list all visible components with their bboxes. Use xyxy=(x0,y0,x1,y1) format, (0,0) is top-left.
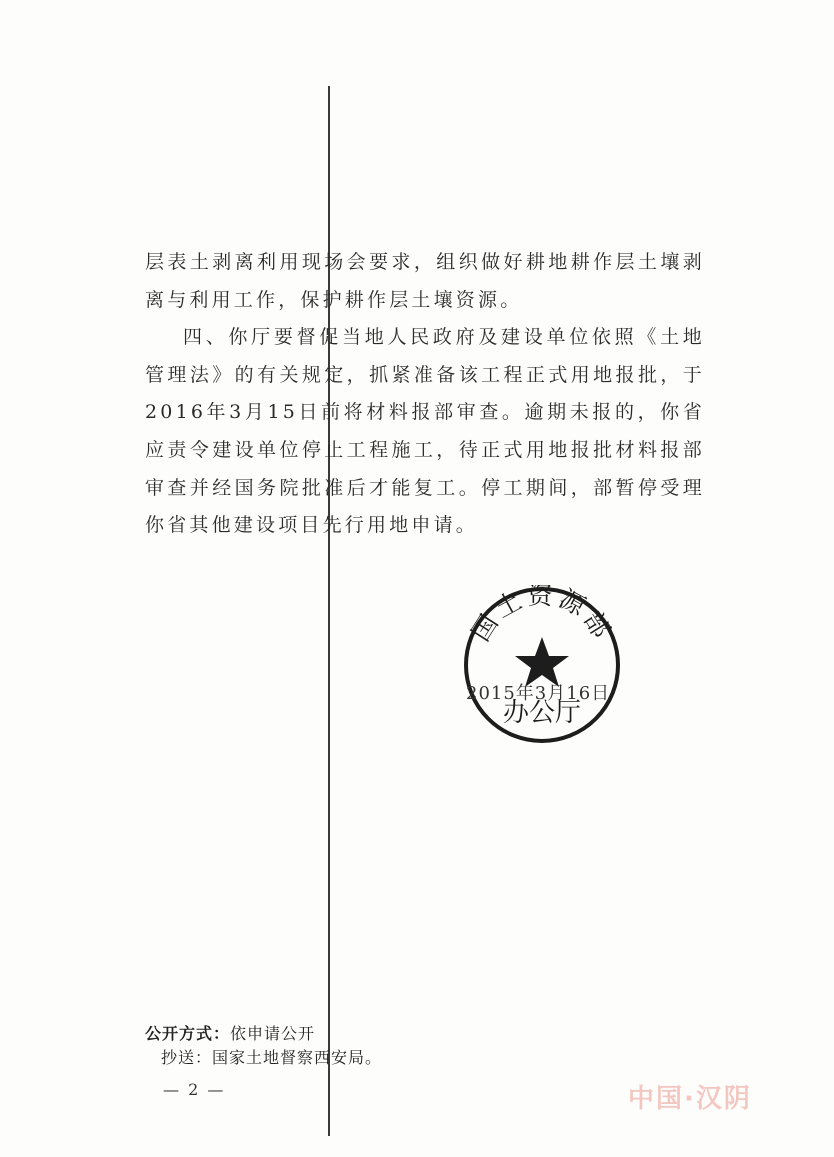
disclosure-row xyxy=(145,1022,382,1046)
seal-graphic xyxy=(462,585,622,745)
page-number: — 2 — xyxy=(163,1080,226,1099)
watermark: 中国·汉阴 xyxy=(628,1084,752,1114)
body-text xyxy=(145,244,705,545)
cc-value: 国家土地督察西安局。 xyxy=(212,1048,383,1067)
disclosure-label: 公开方式： xyxy=(145,1024,231,1043)
paragraph-1: 层表土剥离利用现场会要求，组织做好耕地耕作层土壤剥离与利用工作，保护耕作层土壤资源。 xyxy=(145,251,705,311)
cc-label: 抄送： xyxy=(161,1048,213,1067)
paragraph-2: 四、你厅要督促当地人民政府及建设单位依照《土地管理法》的有关规定，抓紧准备该工程正式用地报批，于2016年3月15日前将材料报部审查。逾期未报的，你省应责令建设单位停止工程施工，待正式用地报批材料报部审查并经国务院批准后才能复工。停工期间，部暂停受理你省其他建设项目先行用地申请。 xyxy=(145,326,705,537)
cc-row xyxy=(145,1046,382,1070)
footer-block xyxy=(145,1022,382,1070)
official-seal xyxy=(462,585,622,745)
seal-top-text: 国土资源部 xyxy=(465,585,619,647)
seal-bottom-text: 办公厅 xyxy=(502,698,582,728)
disclosure-value: 依申请公开 xyxy=(230,1024,316,1043)
issue-date: 2015年3月16日 xyxy=(466,683,611,704)
